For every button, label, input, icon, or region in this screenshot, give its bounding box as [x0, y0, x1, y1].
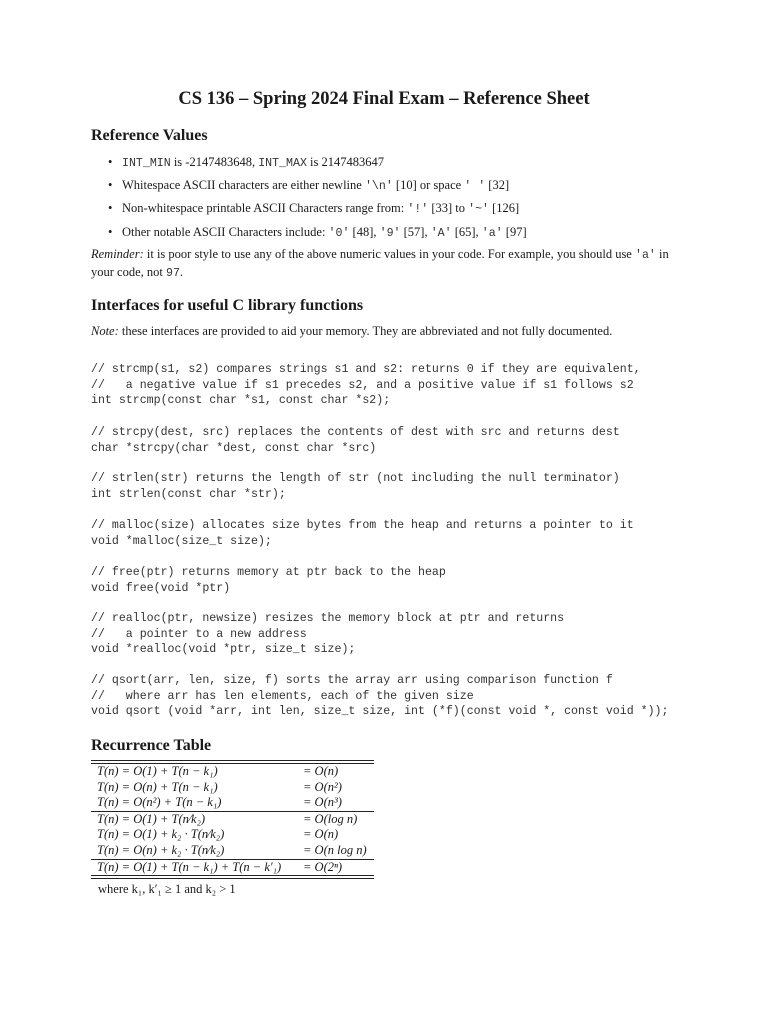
recurrence-rhs: = O(n) — [303, 827, 339, 842]
space-code: ' ' — [464, 180, 486, 194]
recurrence-rhs: = O(n²) — [303, 779, 342, 794]
note-text: these interfaces are provided to aid your memory. They are abbreviated and not fully documented. — [118, 324, 613, 338]
item-text: Other notable ASCII Characters include: — [122, 224, 329, 239]
recurrence-rhs: = O(2ⁿ) — [303, 859, 343, 874]
recurrence-lhs: T(n) = O(1) + T(n − k₁) — [97, 764, 218, 778]
interfaces-heading: Interfaces for useful C library functions — [91, 297, 364, 314]
table-row — [91, 795, 374, 811]
strcpy-interface: // strcpy(dest, src) replaces the contents of dest with src and returns dest char *strcpy(char *dest, const char *src) — [91, 426, 620, 455]
reminder-paragraph — [91, 246, 691, 282]
malloc-interface: // malloc(size) allocates size bytes from the heap and returns a pointer to it void *malloc(size_t size); — [91, 519, 634, 548]
int-max-code: INT_MAX — [258, 157, 307, 170]
table-bottom-rule — [91, 875, 374, 879]
table-row — [91, 812, 374, 828]
list-item — [108, 155, 527, 178]
int-min-code: INT_MIN — [122, 157, 171, 170]
list-item — [108, 201, 527, 224]
realloc-interface: // realloc(ptr, newsize) resizes the memory block at ptr and returns // a pointer to a new address void *realloc(void *ptr, size_t size); — [91, 612, 565, 657]
recurrence-rhs: = O(log n) — [303, 811, 358, 826]
newline-code: '\n' — [364, 180, 393, 194]
item-text: is 2147483647 — [306, 155, 384, 169]
reminder-code-a: 'a' — [634, 249, 656, 262]
free-interface: // free(ptr) returns memory at ptr back to the heap void free(void *ptr) — [91, 566, 446, 595]
table-row — [91, 827, 374, 843]
bullet-glyph: • — [108, 155, 113, 169]
item-text: Non-whitespace printable ASCII Characters range from: — [122, 201, 408, 216]
page-title: CS 136 – Spring 2024 Final Exam – Reference Sheet — [178, 89, 590, 109]
table-row — [91, 860, 374, 876]
recurrence-lhs: T(n) = O(n) + k₂ · T(n⁄k₂) — [97, 842, 225, 857]
lower-a-code: 'a' — [481, 226, 503, 240]
table-row — [91, 843, 374, 859]
recurrence-lhs: T(n) = O(1) + k₂ · T(n⁄k₂) — [97, 827, 225, 842]
list-item — [108, 225, 527, 248]
bullet-glyph: • — [108, 224, 113, 239]
note-label: Note: — [91, 324, 119, 338]
interfaces-note — [91, 323, 691, 339]
recurrence-footnote: where k₁, k′₁ ≥ 1 and k₂ > 1 — [98, 882, 236, 896]
exclamation-code: '!' — [407, 203, 429, 217]
item-text: [10] or space — [392, 178, 465, 193]
recurrence-table-heading: Recurrence Table — [91, 737, 212, 754]
reminder-text: in your code, not — [91, 247, 669, 279]
zero-code: '0' — [328, 226, 350, 240]
reference-values-heading: Reference Values — [91, 127, 208, 144]
item-text: [57], — [400, 224, 431, 239]
recurrence-table — [91, 760, 374, 879]
item-text: [97] — [502, 224, 527, 239]
list-item — [108, 178, 527, 201]
recurrence-rhs: = O(n³) — [303, 795, 342, 810]
recurrence-lhs: T(n) = O(1) + T(n⁄k₂) — [97, 811, 206, 826]
item-text: [48], — [349, 224, 380, 239]
reference-values-list — [108, 155, 527, 248]
tilde-code: '~' — [468, 203, 490, 217]
reminder-code-97: 97 — [165, 267, 180, 280]
recurrence-rhs: = O(n) — [303, 764, 339, 778]
reminder-text: it is poor style to use any of the above numeric values in your code. For example, you should use — [143, 247, 635, 261]
strlen-interface: // strlen(str) returns the length of str (not including the null terminator) int strlen(const char *str); — [91, 472, 620, 501]
item-text: [33] to — [428, 201, 469, 216]
nine-code: '9' — [379, 226, 401, 240]
bullet-glyph: • — [108, 201, 113, 216]
item-text: [126] — [489, 201, 520, 216]
item-text: is -2147483648, — [170, 155, 259, 169]
reminder-text: . — [179, 265, 184, 279]
recurrence-lhs: T(n) = O(1) + T(n − k₁) + T(n − k′₁) — [97, 859, 282, 874]
qsort-interface: // qsort(arr, len, size, f) sorts the array arr using comparison function f // where arr has len elements, each of the given size void qsort (void *arr, int len, size_t size, int (*f)(const void *, const void *)); — [91, 674, 669, 719]
recurrence-lhs: T(n) = O(n²) + T(n − k₁) — [97, 795, 222, 810]
item-text: Whitespace ASCII characters are either newline — [122, 178, 365, 193]
item-text: [65], — [451, 224, 482, 239]
upper-a-code: 'A' — [430, 226, 452, 240]
table-row — [91, 780, 374, 796]
recurrence-rhs: = O(n log n) — [303, 842, 367, 857]
strcmp-interface: // strcmp(s1, s2) compares strings s1 and s2: returns 0 if they are equivalent, // a negative value if s1 precedes s2, and a positive value if s1 follows s2 int strcmp(const char *s1, const char *s2); — [91, 363, 641, 408]
bullet-glyph: • — [108, 178, 113, 193]
item-text: [32] — [485, 178, 510, 193]
table-row — [91, 764, 374, 780]
recurrence-lhs: T(n) = O(n) + T(n − k₁) — [97, 779, 218, 794]
reminder-label: Reminder: — [91, 247, 144, 261]
